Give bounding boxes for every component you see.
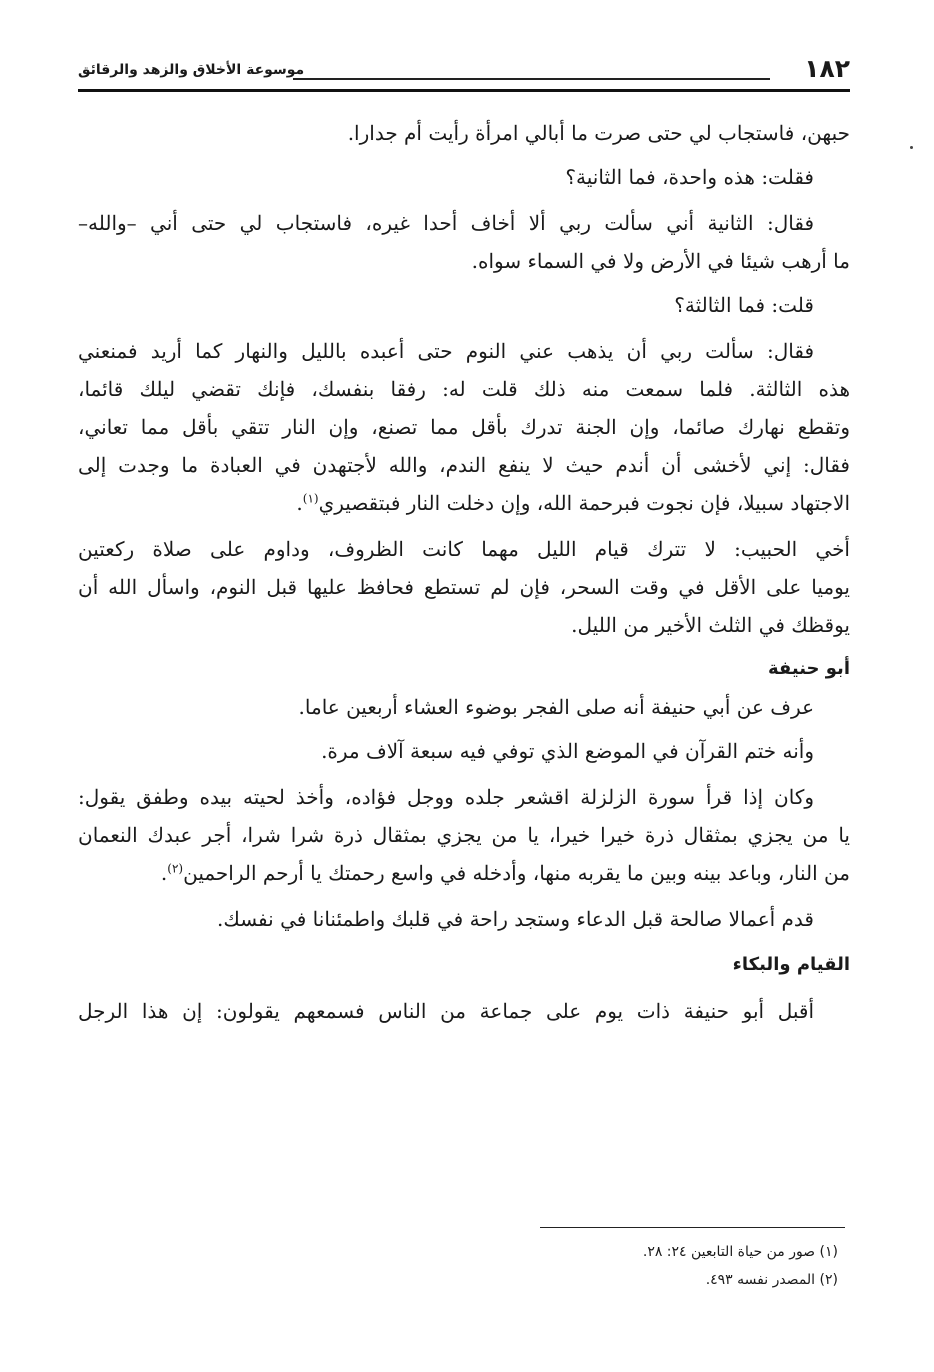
text-line: يوميا على الأقل في وقت السحر، فإن لم تستطع فحافظ عليها قبل النوم، واسأل الله أن [78, 575, 850, 599]
text-fragment: من النار، وباعد بينه وبين ما يقربه منها، وأدخله في واسع رحمتك يا أرحم الراحمين [183, 861, 850, 885]
page-header [78, 52, 850, 92]
book-title: موسوعة الأخلاق والزهد والرقائق [78, 62, 305, 78]
text-line-with-ref [78, 854, 850, 892]
text-line: فقال: سألت ربي أن يذهب عني النوم حتى أعبده بالليل والنهار كما أريد فمنعني [78, 339, 815, 363]
section-heading: القيام والبكاء [732, 954, 850, 975]
page-number: ١٨٢ [804, 54, 850, 83]
page-body [78, 114, 850, 1030]
text-line: يا من يجزي بمثقال ذرة خيرا خيرا، يا من يجزي بمثقال ذرة شرا شرا، أجر عبدك النعمان [78, 823, 850, 847]
sentence-end: . [296, 491, 303, 515]
section-heading: أبو حنيفة [767, 658, 850, 679]
text-line: فقال: إني لأخشى أن أندم حيث لا ينفع الندم، والله لأجتهدن في العبادة ما وجدت إلى [78, 453, 850, 477]
sentence-end: . [160, 861, 168, 885]
header-rule [293, 78, 770, 80]
text-line: قدم أعمالا صالحة قبل الدعاء وستجد راحة في قلبك واطمئنانا في نفسك. [216, 907, 814, 931]
text-fragment: الاجتهاد سبيلا، فإن نجوت فبرحمة الله، وإن دخلت النار فبتقصيري [318, 491, 850, 515]
text-line: هذه الثالثة. فلما سمعت منه ذلك قلت له: رفقا بنفسك، فإنك تقضي ليلك قائما، [78, 377, 850, 401]
header-divider [78, 89, 850, 92]
text-line-with-ref [78, 484, 850, 522]
text-line: عرف عن أبي حنيفة أنه صلى الفجر بوضوء العشاء أربعين عاما. [298, 695, 814, 719]
text-line: وأنه ختم القرآن في الموضع الذي توفي فيه سبعة آلاف مرة. [321, 739, 814, 763]
text-line: وتقطع نهارك صائما، وإن الجنة تدرك بأقل مما تصنع، وإن النار تتقي بأقل مما تعاني، [78, 415, 850, 439]
margin-mark [910, 146, 913, 149]
text-line: أقبل أبو حنيفة ذات يوم على جماعة من الناس فسمعهم يقولون: إن هذا الرجل [78, 999, 815, 1023]
text-line: فقال: الثانية أني سألت ربي ألا أخاف أحدا غيره، فاستجاب لي حتى أني –والله– [78, 211, 814, 235]
text-line: يوقظك في الثلث الأخير من الليل. [571, 613, 850, 637]
footnote: (١) صور من حياة التابعين ٢٤: ٢٨. [642, 1244, 838, 1260]
text-line: قلت: فما الثالثة؟ [674, 293, 814, 317]
footnote-ref: (١) [302, 491, 319, 506]
text-line: حبهن، فاستجاب لي حتى صرت ما أبالي امرأة رأيت أم جدارا. [347, 121, 850, 145]
footnote-rule [540, 1227, 845, 1228]
text-line: فقلت: هذه واحدة، فما الثانية؟ [565, 165, 814, 189]
footnote: (٢) المصدر نفسه ٤٩٣. [705, 1272, 838, 1288]
text-line: أخي الحبيب: لا تترك قيام الليل مهما كانت الظروف، وداوم على صلاة ركعتين [78, 537, 850, 561]
text-line: ما أرهب شيئا في الأرض ولا في السماء سواه. [471, 249, 850, 273]
text-line: وكان إذا قرأ سورة الزلزلة اقشعر جلده ووجل فؤاده، وأخذ لحيته بيده وطفق يقول: [78, 785, 814, 809]
footnote-ref: (٢) [167, 861, 184, 876]
